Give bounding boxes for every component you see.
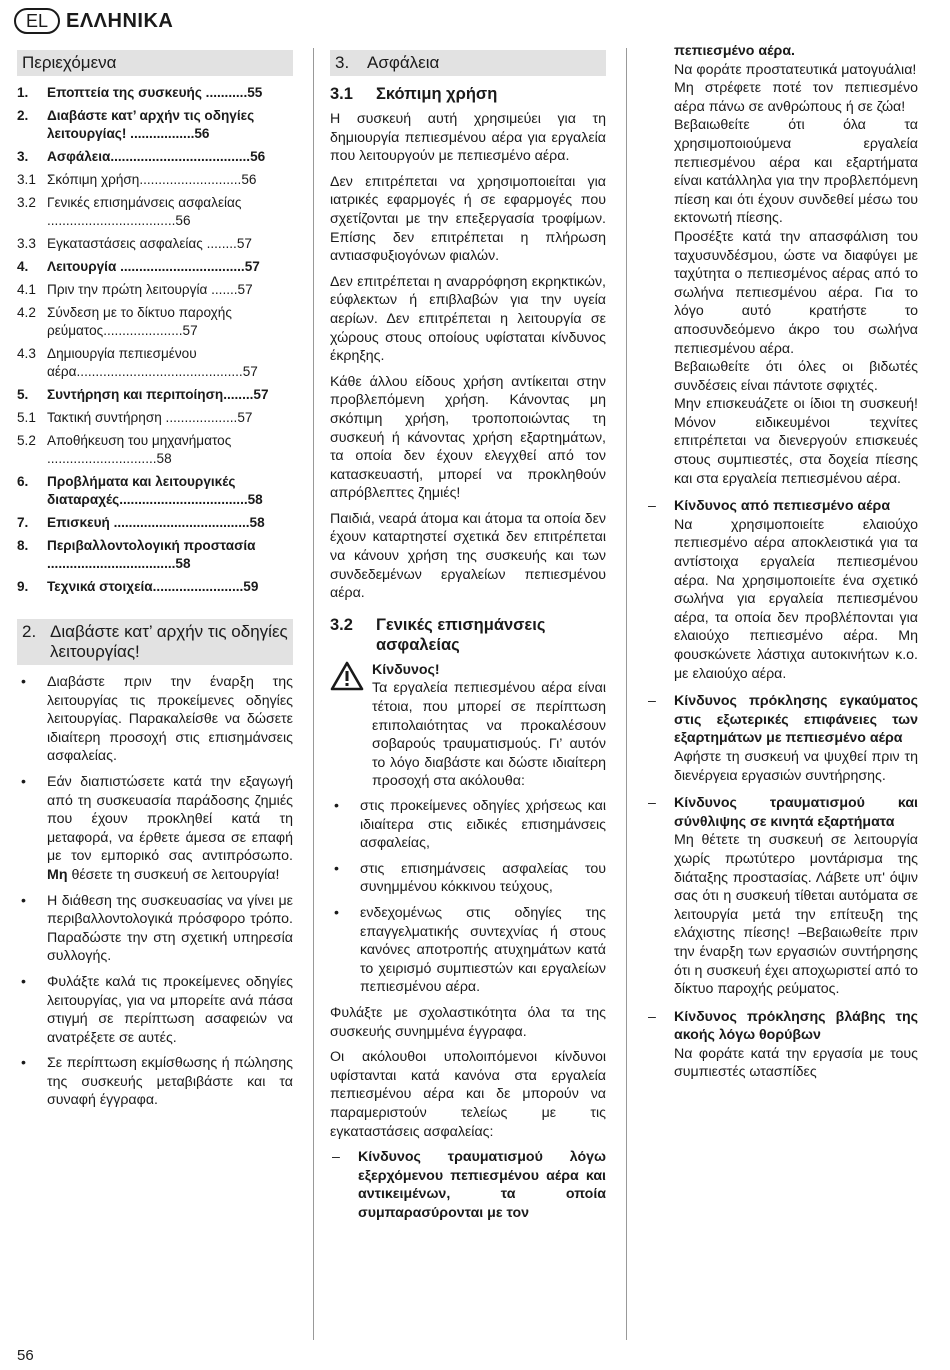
subsection-number: 3.2 <box>330 615 353 634</box>
risk-heading: πεπιεσμένο αέρα. <box>674 43 795 59</box>
list-item-text: στις επισημάνσεις ασφαλείας του συνημμένου κόκκινου τεύχους, <box>360 860 606 896</box>
warning-triangle-icon <box>330 661 372 791</box>
toc-entry <box>17 235 293 253</box>
residual-risks-list-continued <box>646 42 918 1082</box>
risk-heading: Κίνδυνος από πεπιεσμένο αέρα <box>674 498 891 515</box>
risk-text: Αφήστε τη συσκευή να ψυχθεί πριν τη διενέργεια εργασιών συντήρησης. <box>674 748 918 784</box>
toc-entry-number: 7. <box>17 515 29 530</box>
list-item: – Κίνδυνος πρόκλησης βλάβης της ακοής λόγω θορύβων Να φοράτε κατά την εργασία με τους συμπιεστές ωτασπίδες <box>648 1008 918 1081</box>
toc-entry-number: 4.1 <box>17 282 36 297</box>
toc-entry-number: 5.2 <box>17 433 36 448</box>
toc-entry-number: 4.2 <box>17 305 36 320</box>
toc-title: Περιεχόμενα <box>17 50 293 76</box>
toc-entry <box>17 171 293 189</box>
warning-title: Κίνδυνος! <box>372 661 440 678</box>
toc-entry <box>17 537 293 573</box>
risk-text: Βεβαιωθείτε ότι όλα τα χρησιμοποιούμενα εργαλεία πεπιεσμένου αέρα και εξαρτήματα είναι κατάλληλα για την προβλεπόμενη πίεση και ότι έχουν συνδεθεί μέσω του εκτονωτή πίεσης. <box>674 117 918 227</box>
column-divider-1 <box>313 48 314 1340</box>
danger-warning <box>330 661 606 791</box>
subsection-title: Σκόπιμη χρήση <box>376 85 498 103</box>
list-item-text: θέσετε τη συσκευή σε λειτουργία! <box>71 866 280 883</box>
toc-entry-text: Τακτική συντήρηση ...................57 <box>47 410 253 425</box>
toc-entry-text: Ασφάλεια.....................................56 <box>47 149 266 164</box>
toc-entry-text: Τεχνικά στοιχεία........................59 <box>47 579 259 594</box>
paragraph: Φυλάξτε με σχολαστικότητα όλα τα της συσκευής συνημμένα έγγραφα. <box>330 1004 606 1040</box>
subsection-3-1-heading <box>330 84 606 104</box>
list-item-text: στις προκείμενες οδηγίες χρήσεως και ιδιαίτερα στις ειδικές επισημάνσεις ασφαλείας, <box>360 798 606 852</box>
risk-text: Να φοράτε κατά την εργασία με τους συμπιεστές ωτασπίδες <box>674 1045 918 1081</box>
list-item: – Κίνδυνος από πεπιεσμένο αέρα Να χρησιμοποιείτε ελαιούχο πεπιεσμένο αέρα αποκλειστικά για τα αντίστοιχα εργαλεία πεπιεσμένου αέρα. Να χρησιμοποιείτε ένα σχετικό σωλήνα για εργαλεία πεπιεσμένου αέρα, τα οποία δεν προβλέπονται για ελαιούχο πεπιεσμένο αέρα. Μη φουσκώνετε λάστιχα αυτοκινήτων κ.ο. με ελαιούχο αέρα. <box>648 498 918 682</box>
section-number: 2. <box>22 622 37 641</box>
toc-entry-text: Διαβάστε κατ’ αρχήν τις οδηγίες λειτουργίας! .................56 <box>47 108 255 141</box>
section-title: Ασφάλεια <box>367 53 440 72</box>
emphasis-text: Μη <box>47 866 68 883</box>
table-of-contents <box>17 84 293 596</box>
risk-heading: Κίνδυνος τραυματισμού λόγω εξερχόμενου πεπιεσμένου αέρα και αντικειμένων, τα οποία συμπαρασύρονται με τον <box>358 1149 606 1221</box>
toc-entry-number: 8. <box>17 538 29 553</box>
toc-entry-number: 3.2 <box>17 195 36 210</box>
column-middle <box>330 50 606 1231</box>
list-item-text: Η διάθεση της συσκευασίας να γίνει με περιβαλλοντολογικά πρόσφορο τρόπο. Παραδώστε την στη σχετική υπηρεσία συλλογής. <box>47 892 293 965</box>
toc-entry <box>17 514 293 532</box>
list-item-text: ενδεχομένως στις οδηγίες της επαγγελματικής συντεχνίας ή στους κανόνες αποτροπής ατυχημάτων κατά το χειρισμό συμπιεστών και εργαλείων πεπιεσμένου αέρα. <box>360 904 606 996</box>
risk-heading: Κίνδυνος πρόκλησης εγκαύματος στις εξωτερικές επιφάνειες των εξαρτημάτων με πεπιεσμένο αέρα <box>674 693 918 747</box>
toc-entry <box>17 386 293 404</box>
list-item: • στις επισημάνσεις ασφαλείας του συνημμένου κόκκινου τεύχους, <box>334 860 606 896</box>
list-item: • Η διάθεση της συσκευασίας να γίνει με περιβαλλοντολογικά πρόσφορο τρόπο. Παραδώστε την στη σχετική υπηρεσία συλλογής. <box>21 892 293 965</box>
paragraph: Παιδιά, νεαρά άτομα και άτομα τα οποία δεν έχουν καταρτηστεί σχετικά δεν επιτρέπεται να κάνουν χρήση της συσκευής και των συνδεδεμένων εργαλείων πεπιεσμένου αέρα. <box>330 510 606 602</box>
toc-entry <box>17 148 293 166</box>
toc-entry-text: Σκόπιμη χρήση...........................56 <box>47 172 257 187</box>
list-item: • στις προκείμενες οδηγίες χρήσεως και ιδιαίτερα στις ειδικές επισημάνσεις ασφαλείας, <box>334 798 606 852</box>
toc-entry <box>17 432 293 468</box>
toc-entry-text: Εποπτεία της συσκευής ...........55 <box>47 85 263 100</box>
paragraph: Κάθε άλλου είδους χρήση αντίκειται στην προβλεπόμενη χρήση. Κάνοντας μη σκόπιμη χρήση, τροποποιώντας τη συσκευή ή κάνοντας χρήση εξαρτημάτων, τα οποία δεν έχουν ελεγχθεί από τον κατασκευαστή, μπορεί να προκληθούν απρόβλεπτες ζημιές! <box>330 373 606 502</box>
list-item-text: Διαβάστε πριν την έναρξη της λειτουργίας τις προκείμενες οδηγίες λειτουργίας. Παρακαλείσθε να δώσετε ιδιαίτερη προσοχή στις επισημάνσεις ασφαλείας. <box>47 674 293 765</box>
toc-entry <box>17 281 293 299</box>
risk-heading: Κίνδυνος τραυματισμού και σύνθλιψης σε κινητά εξαρτήματα <box>674 795 918 830</box>
toc-entry <box>17 194 293 230</box>
list-item-text: Φυλάξτε καλά τις προκείμενες οδηγίες λειτουργίας, για να μπορείτε ανά πάσα στιγμή σε περίπτωση ασαφειών να ανατρέξετε σε αυτές. <box>47 973 293 1046</box>
list-item <box>646 42 918 488</box>
section-number: 3. <box>335 53 350 72</box>
language-title: ΕΛΛΗΝΙΚΑ <box>66 9 174 32</box>
list-item-text: Εάν διαπιστώσετε κατά την εξαγωγή από τη συσκευασία παράδοσης ζημιές που έχουν προκληθεί κατά τη μεταφορά, να έρθετε άμεσα σε επαφή με τον εμπορικό σας αντιπρόσωπο. <box>47 773 293 865</box>
language-header <box>14 8 173 34</box>
toc-entry-text: Αποθήκευση του μηχανήματος .............................58 <box>47 433 232 466</box>
toc-entry-number: 3. <box>17 149 29 164</box>
subsection-3-2-heading <box>330 615 606 655</box>
toc-entry-text: Δημιουργία πεπιεσμένου αέρα............................................57 <box>47 346 258 379</box>
list-item: – Κίνδυνος τραυματισμού και σύνθλιψης σε κινητά εξαρτήματα Μη θέτετε τη συσκευή σε λειτουργία χωρίς πρωτύτερο μοντάρισμα της διάταξης προστασίας. Λάβετε υπ' όψιν σας ότι η συσκευή τίθεται αυτόματα σε λειτουργία μετά την επίτευξη της ελάχιστης πίεσης! –Βεβαιωθείτε πριν την έναρξη των εργασιών συντήρησης ότι η συσκευή έχει αποχωριστεί από το δίκτυο παροχής ρεύματος. <box>648 795 918 998</box>
section-2-bullets <box>17 673 293 1110</box>
toc-entry-number: 3.1 <box>17 172 36 187</box>
risk-text: Προσέξτε κατά την απασφάλιση του ταχυσυνδέσμου, ώστε να διαφύγει με ταχύτητα ο πεπιεσμένος αέρας από το σωλήνα πεπιεσμένου αέρα. Για το λόγο αυτό κρατήστε το αποσυνδεόμενο άκρο του σωλήνα πεπιεσμένου αέρα. <box>674 228 918 357</box>
toc-entry-text: Εγκαταστάσεις ασφαλείας ........57 <box>47 236 252 251</box>
list-item: • Σε περίπτωση εκμίσθωσης ή πώλησης της συσκευής μεταβιβάστε και τα συναφή έγγραφα. <box>21 1055 293 1109</box>
subsection-number: 3.1 <box>330 85 353 103</box>
column-right <box>646 42 918 1091</box>
toc-entry <box>17 258 293 276</box>
toc-entry-number: 4. <box>17 259 29 274</box>
list-item: – Κίνδυνος τραυματισμού λόγω εξερχόμενου πεπιεσμένου αέρα και αντικειμένων, τα οποία συμπαρασύρονται με τον <box>332 1149 606 1221</box>
toc-entry-text: Σύνδεση με το δίκτυο παροχής ρεύματος.....................57 <box>47 305 232 338</box>
toc-entry-text: Προβλήματα και λειτουργικές διαταραχές..................................58 <box>47 474 263 507</box>
list-item: • Διαβάστε πριν την έναρξη της λειτουργίας τις προκείμενες οδηγίες λειτουργίας. Παρακαλείσθε να δώσετε ιδιαίτερη προσοχή στις επισημάνσεις ασφαλείας. <box>21 674 293 765</box>
list-item: • Εάν διαπιστώσετε κατά την εξαγωγή από τη συσκευασία παράδοσης ζημιές που έχουν προκληθεί κατά τη μεταφορά, να έρθετε άμεσα σε επαφή με τον εμπορικό σας αντιπρόσωπο. Μη θέσετε τη συσκευή σε λειτουργία! <box>21 773 293 883</box>
list-item: • ενδεχομένως στις οδηγίες της επαγγελματικής συντεχνίας ή στους κανόνες αποτροπής ατυχημάτων κατά το χειρισμό συμπιεστών και εργαλείων πεπιεσμένου αέρα. <box>334 904 606 996</box>
list-item: – Κίνδυνος πρόκλησης εγκαύματος στις εξωτερικές επιφάνειες των εξαρτημάτων με πεπιεσμένο αέρα Αφήστε τη συσκευή να ψυχθεί πριν τη διενέργεια εργασιών συντήρησης. <box>648 693 918 784</box>
toc-entry-number: 4.3 <box>17 346 36 361</box>
toc-entry-number: 5. <box>17 387 29 402</box>
risk-text: Μην επισκευάζετε οι ίδιοι τη συσκευή! Μόνον ειδικευμένοι τεχνίτες επιτρέπεται να διενεργούν επισκευές στους συμπιεστές, στα δοχεία πίεσης και στα εργαλεία πεπιεσμένου αέρα. <box>674 396 918 487</box>
paragraph: Η συσκευή αυτή χρησιμεύει για τη δημιουργία πεπιεσμένου αέρα για εργαλεία που λειτουργούν με πεπιεσμένο αέρα. <box>330 111 606 165</box>
risk-text: Να φοράτε προστατευτικά ματογυάλια! <box>674 61 917 78</box>
toc-entry-text: Περιβαλλοντολογική προστασία ..................................58 <box>47 538 256 571</box>
risk-text: Μη στρέφετε ποτέ τον πεπιεσμένο αέρα πάνω σε ανθρώπους ή σε ζώα! <box>674 80 918 115</box>
risk-heading: Κίνδυνος πρόκλησης βλάβης της ακοής λόγω θορύβων <box>674 1008 918 1044</box>
toc-entry-number: 2. <box>17 108 29 123</box>
page-number: 56 <box>17 1347 34 1364</box>
toc-entry-number: 9. <box>17 579 29 594</box>
language-code-badge: EL <box>14 8 60 34</box>
toc-entry-number: 5.1 <box>17 410 36 425</box>
paragraph: Δεν επιτρέπεται να χρησιμοποιείται για ιατρικές εφαρμογές ή σε εφαρμογές που σχετίζονται με την επεξεργασία τροφίμων. Επίσης δεν επιτρέπεται η πλήρωση αντιασφυξιογόνων φιαλών. <box>330 173 606 265</box>
toc-entry <box>17 409 293 427</box>
column-divider-2 <box>626 48 627 1340</box>
toc-entry-text: Πριν την πρώτη λειτουργία .......57 <box>47 282 253 297</box>
section-title: Διαβάστε κατ’ αρχήν τις οδηγίες λειτουργίας! <box>50 622 288 661</box>
list-item: • Φυλάξτε καλά τις προκείμενες οδηγίες λειτουργίας, για να μπορείτε ανά πάσα στιγμή σε περίπτωση ασαφειών να ανατρέξετε σε αυτές. <box>21 973 293 1046</box>
toc-entry-number: 3.3 <box>17 236 36 251</box>
toc-entry <box>17 578 293 596</box>
toc-entry <box>17 84 293 102</box>
toc-entry <box>17 473 293 509</box>
column-left <box>17 50 293 1117</box>
section-2-heading <box>17 619 293 665</box>
risk-text: Βεβαιωθείτε ότι όλες οι βιδωτές συνδέσεις είναι πάντοτε σφιχτές. <box>674 359 918 394</box>
safety-notes-list <box>330 797 606 997</box>
residual-risks-list <box>330 1148 606 1222</box>
toc-entry <box>17 304 293 340</box>
toc-entry <box>17 107 293 143</box>
subsection-title: Γενικές επισημάνσεις ασφαλείας <box>376 615 546 654</box>
paragraph: Δεν επιτρέπεται η αναρρόφηση εκρηκτικών, εύφλεκτων ή επιβλαβών για την υγεία αερίων. Δεν επιτρέπεται η λειτουργία σε χώρους στους οποίους υφίσταται κίνδυνος έκρηξης. <box>330 273 606 365</box>
toc-entry-number: 6. <box>17 474 29 489</box>
section-3-heading <box>330 50 606 76</box>
risk-text: Μη θέτετε τη συσκευή σε λειτουργία χωρίς πρωτύτερο μοντάρισμα της διάταξης προστασίας. Λάβετε υπ' όψιν σας ότι η συσκευή τίθεται αυτόματα σε λειτουργία μετά την επίτευξη της ελάχιστης πίεσης! –Βεβαιωθείτε πριν την έναρξη των εργασιών συντήρησης ότι η συσκευή έχει αποχωριστεί από το δίκτυο παροχής ρεύματος. <box>674 832 918 998</box>
warning-text: Τα εργαλεία πεπιεσμένου αέρα είναι τέτοια, που μπορεί σε περίπτωση επιπολαιότητας να προκαλέσουν σοβαρούς τραυματισμούς. Γι’ αυτόν το λόγο διαβάστε και δώστε ιδιαίτερη προσοχή στα ακόλουθα: <box>372 680 606 790</box>
list-item-text: Σε περίπτωση εκμίσθωσης ή πώλησης της συσκευής μεταβιβάστε και τα συναφή έγγραφα. <box>47 1055 293 1109</box>
paragraph: Οι ακόλουθοι υπολοιπόμενοι κίνδυνοι υφίστανται κατά κανόνα στα εργαλεία πεπιεσμένου αέρα και δε μπορούν να παραμεριστούν τελείως με τις εγκαταστάσεις ασφαλείας: <box>330 1049 606 1140</box>
toc-entry <box>17 345 293 381</box>
toc-entry-text: Επισκευή ....................................58 <box>47 515 265 530</box>
toc-entry-text: Συντήρηση και περιποίηση........57 <box>47 387 269 402</box>
toc-entry-number: 1. <box>17 85 29 100</box>
risk-text: Να χρησιμοποιείτε ελαιούχο πεπιεσμένο αέρα αποκλειστικά για τα αντίστοιχα εργαλεία πεπιεσμένου αέρα. Να χρησιμοποιείτε ένα σχετικό σωλήνα για εργαλεία πεπιεσμένου αέρα, τα οποία δεν προβλέπονται για ελαιούχο πεπιεσμένο αέρα. Μη φουσκώνετε λάστιχα αυτοκινήτων κ.ο. με ελαιούχο αέρα. <box>674 516 918 682</box>
toc-entry-text: Γενικές επισημάνσεις ασφαλείας ..................................56 <box>47 195 242 228</box>
toc-entry-text: Λειτουργία .................................57 <box>47 259 260 274</box>
